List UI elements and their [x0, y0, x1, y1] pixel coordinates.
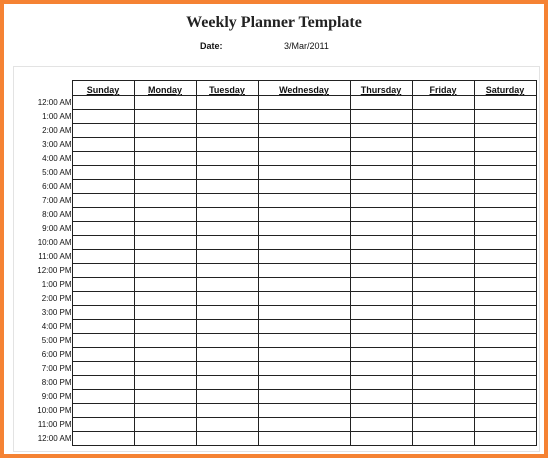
- slot-cell-tuesday[interactable]: [196, 376, 258, 390]
- time-row: [19, 236, 536, 250]
- slot-cell-wednesday[interactable]: [258, 110, 350, 124]
- slot-cell-monday[interactable]: [134, 320, 196, 334]
- time-row: [19, 390, 536, 404]
- slot-cell-friday[interactable]: [412, 362, 474, 376]
- slot-cell-sunday[interactable]: [72, 418, 134, 432]
- slot-cell-friday[interactable]: [412, 124, 474, 138]
- time-label: 4:00 AM: [42, 154, 72, 163]
- time-row: [19, 376, 536, 390]
- time-row: [19, 180, 536, 194]
- day-header-sunday: Sunday: [72, 81, 134, 96]
- slot-cell-sunday[interactable]: [72, 404, 134, 418]
- planner-grid-body: [19, 96, 536, 446]
- slot-cell-wednesday[interactable]: [258, 236, 350, 250]
- slot-cell-saturday[interactable]: [474, 390, 536, 404]
- slot-cell-thursday[interactable]: [350, 138, 412, 152]
- time-label: 2:00 PM: [41, 294, 72, 303]
- slot-cell-wednesday[interactable]: [258, 124, 350, 138]
- slot-cell-wednesday[interactable]: [258, 180, 350, 194]
- time-row: [19, 138, 536, 152]
- slot-cell-saturday[interactable]: [474, 292, 536, 306]
- slot-cell-friday[interactable]: [412, 320, 474, 334]
- slot-cell-tuesday[interactable]: [196, 152, 258, 166]
- time-row: [19, 152, 536, 166]
- time-label: 11:00 PM: [37, 420, 72, 429]
- slot-cell-monday[interactable]: [134, 306, 196, 320]
- slot-cell-thursday[interactable]: [350, 362, 412, 376]
- time-row: [19, 110, 536, 124]
- slot-cell-tuesday[interactable]: [196, 292, 258, 306]
- slot-cell-wednesday[interactable]: [258, 320, 350, 334]
- slot-cell-sunday[interactable]: [72, 208, 134, 222]
- time-row: [19, 166, 536, 180]
- time-label: 12:00 AM: [37, 98, 72, 107]
- slot-cell-monday[interactable]: [134, 362, 196, 376]
- slot-cell-thursday[interactable]: [350, 110, 412, 124]
- slot-cell-friday[interactable]: [412, 376, 474, 390]
- slot-cell-monday[interactable]: [134, 292, 196, 306]
- slot-cell-friday[interactable]: [412, 152, 474, 166]
- slot-cell-sunday[interactable]: [72, 222, 134, 236]
- slot-cell-monday[interactable]: [134, 166, 196, 180]
- time-label: 6:00 AM: [42, 182, 72, 191]
- time-label: 3:00 PM: [41, 308, 72, 317]
- slot-cell-monday[interactable]: [134, 194, 196, 208]
- slot-cell-sunday[interactable]: [72, 320, 134, 334]
- slot-cell-friday[interactable]: [412, 404, 474, 418]
- slot-cell-sunday[interactable]: [72, 236, 134, 250]
- slot-cell-saturday[interactable]: [474, 334, 536, 348]
- slot-cell-thursday[interactable]: [350, 96, 412, 110]
- day-header-monday: Monday: [134, 81, 196, 96]
- slot-cell-friday[interactable]: [412, 334, 474, 348]
- slot-cell-monday[interactable]: [134, 432, 196, 446]
- slot-cell-friday[interactable]: [412, 222, 474, 236]
- slot-cell-friday[interactable]: [412, 208, 474, 222]
- slot-cell-saturday[interactable]: [474, 306, 536, 320]
- day-header-thursday: Thursday: [350, 81, 412, 96]
- slot-cell-saturday[interactable]: [474, 362, 536, 376]
- time-row: [19, 418, 536, 432]
- slot-cell-wednesday[interactable]: [258, 432, 350, 446]
- slot-cell-friday[interactable]: [412, 138, 474, 152]
- slot-cell-tuesday[interactable]: [196, 236, 258, 250]
- slot-cell-sunday[interactable]: [72, 390, 134, 404]
- slot-cell-monday[interactable]: [134, 264, 196, 278]
- slot-cell-thursday[interactable]: [350, 348, 412, 362]
- slot-cell-sunday[interactable]: [72, 110, 134, 124]
- time-label: 8:00 AM: [42, 210, 72, 219]
- header-corner: [19, 81, 72, 96]
- slot-cell-tuesday[interactable]: [196, 418, 258, 432]
- slot-cell-tuesday[interactable]: [196, 432, 258, 446]
- slot-cell-friday[interactable]: [412, 278, 474, 292]
- time-label: 12:00 PM: [37, 266, 72, 275]
- time-row: [19, 404, 536, 418]
- slot-cell-tuesday[interactable]: [196, 306, 258, 320]
- slot-cell-saturday[interactable]: [474, 250, 536, 264]
- slot-cell-wednesday[interactable]: [258, 348, 350, 362]
- slot-cell-monday[interactable]: [134, 180, 196, 194]
- slot-cell-thursday[interactable]: [350, 334, 412, 348]
- slot-cell-friday[interactable]: [412, 194, 474, 208]
- time-row: [19, 306, 536, 320]
- slot-cell-tuesday[interactable]: [196, 222, 258, 236]
- date-label: Date:: [200, 41, 223, 51]
- slot-cell-monday[interactable]: [134, 124, 196, 138]
- slot-cell-sunday[interactable]: [72, 362, 134, 376]
- time-label: 11:00 AM: [38, 252, 72, 261]
- slot-cell-sunday[interactable]: [72, 250, 134, 264]
- time-row: [19, 292, 536, 306]
- time-row: [19, 124, 536, 138]
- slot-cell-monday[interactable]: [134, 250, 196, 264]
- slot-cell-saturday[interactable]: [474, 152, 536, 166]
- time-label: 1:00 AM: [42, 112, 72, 121]
- slot-cell-saturday[interactable]: [474, 404, 536, 418]
- time-label: 5:00 AM: [42, 168, 72, 177]
- slot-cell-sunday[interactable]: [72, 432, 134, 446]
- time-row: [19, 194, 536, 208]
- day-header-saturday: Saturday: [474, 81, 536, 96]
- time-row: [19, 362, 536, 376]
- time-label: 3:00 AM: [42, 140, 72, 149]
- slot-cell-friday[interactable]: [412, 292, 474, 306]
- slot-cell-sunday[interactable]: [72, 152, 134, 166]
- slot-cell-tuesday[interactable]: [196, 348, 258, 362]
- slot-cell-monday[interactable]: [134, 96, 196, 110]
- time-row: [19, 250, 536, 264]
- slot-cell-wednesday[interactable]: [258, 418, 350, 432]
- slot-cell-thursday[interactable]: [350, 236, 412, 250]
- slot-cell-thursday[interactable]: [350, 264, 412, 278]
- slot-cell-sunday[interactable]: [72, 180, 134, 194]
- slot-cell-sunday[interactable]: [72, 292, 134, 306]
- slot-cell-friday[interactable]: [412, 166, 474, 180]
- slot-cell-monday[interactable]: [134, 404, 196, 418]
- planner-grid: [19, 80, 537, 446]
- slot-cell-tuesday[interactable]: [196, 180, 258, 194]
- slot-cell-sunday[interactable]: [72, 264, 134, 278]
- slot-cell-tuesday[interactable]: [196, 264, 258, 278]
- slot-cell-sunday[interactable]: [72, 306, 134, 320]
- time-label: 9:00 AM: [42, 224, 72, 233]
- time-label: 12:00 AM: [37, 434, 72, 443]
- slot-cell-sunday[interactable]: [72, 96, 134, 110]
- date-value: 3/Mar/2011: [284, 41, 329, 51]
- time-label: 2:00 AM: [42, 126, 72, 135]
- slot-cell-saturday[interactable]: [474, 208, 536, 222]
- slot-cell-saturday[interactable]: [474, 320, 536, 334]
- slot-cell-saturday[interactable]: [474, 194, 536, 208]
- slot-cell-saturday[interactable]: [474, 138, 536, 152]
- slot-cell-saturday[interactable]: [474, 264, 536, 278]
- slot-cell-friday[interactable]: [412, 180, 474, 194]
- time-row: [19, 334, 536, 348]
- time-row: [19, 96, 536, 110]
- slot-cell-friday[interactable]: [412, 110, 474, 124]
- slot-cell-wednesday[interactable]: [258, 208, 350, 222]
- slot-cell-friday[interactable]: [412, 250, 474, 264]
- slot-cell-friday[interactable]: [412, 348, 474, 362]
- slot-cell-saturday[interactable]: [474, 222, 536, 236]
- slot-cell-tuesday[interactable]: [196, 362, 258, 376]
- time-label: 7:00 AM: [42, 196, 72, 205]
- slot-cell-tuesday[interactable]: [196, 138, 258, 152]
- slot-cell-wednesday[interactable]: [258, 194, 350, 208]
- page-title: Weekly Planner Template: [186, 14, 362, 31]
- slot-cell-tuesday[interactable]: [196, 208, 258, 222]
- slot-cell-tuesday[interactable]: [196, 96, 258, 110]
- slot-cell-wednesday[interactable]: [258, 292, 350, 306]
- slot-cell-monday[interactable]: [134, 222, 196, 236]
- slot-cell-tuesday[interactable]: [196, 334, 258, 348]
- slot-cell-saturday[interactable]: [474, 432, 536, 446]
- slot-cell-thursday[interactable]: [350, 166, 412, 180]
- slot-cell-wednesday[interactable]: [258, 222, 350, 236]
- time-label: 1:00 PM: [41, 280, 72, 289]
- slot-cell-wednesday[interactable]: [258, 404, 350, 418]
- slot-cell-monday[interactable]: [134, 152, 196, 166]
- slot-cell-wednesday[interactable]: [258, 390, 350, 404]
- slot-cell-saturday[interactable]: [474, 376, 536, 390]
- time-row: [19, 278, 536, 292]
- slot-cell-wednesday[interactable]: [258, 334, 350, 348]
- slot-cell-wednesday[interactable]: [258, 138, 350, 152]
- slot-cell-friday[interactable]: [412, 306, 474, 320]
- time-label: 6:00 PM: [41, 350, 72, 359]
- slot-cell-wednesday[interactable]: [258, 96, 350, 110]
- slot-cell-monday[interactable]: [134, 334, 196, 348]
- day-header-friday: Friday: [412, 81, 474, 96]
- slot-cell-thursday[interactable]: [350, 292, 412, 306]
- slot-cell-wednesday[interactable]: [258, 250, 350, 264]
- slot-cell-sunday[interactable]: [72, 348, 134, 362]
- time-row: [19, 208, 536, 222]
- day-header-tuesday: Tuesday: [196, 81, 258, 96]
- slot-cell-sunday[interactable]: [72, 376, 134, 390]
- slot-cell-thursday[interactable]: [350, 278, 412, 292]
- time-row: [19, 348, 536, 362]
- slot-cell-friday[interactable]: [412, 236, 474, 250]
- slot-cell-tuesday[interactable]: [196, 320, 258, 334]
- slot-cell-tuesday[interactable]: [196, 278, 258, 292]
- slot-cell-tuesday[interactable]: [196, 390, 258, 404]
- time-row: [19, 264, 536, 278]
- time-row: [19, 222, 536, 236]
- slot-cell-friday[interactable]: [412, 390, 474, 404]
- slot-cell-saturday[interactable]: [474, 236, 536, 250]
- time-label: 4:00 PM: [41, 322, 72, 331]
- slot-cell-tuesday[interactable]: [196, 250, 258, 264]
- slot-cell-saturday[interactable]: [474, 418, 536, 432]
- slot-cell-thursday[interactable]: [350, 222, 412, 236]
- slot-cell-saturday[interactable]: [474, 96, 536, 110]
- slot-cell-monday[interactable]: [134, 208, 196, 222]
- slot-cell-saturday[interactable]: [474, 110, 536, 124]
- slot-cell-sunday[interactable]: [72, 124, 134, 138]
- slot-cell-saturday[interactable]: [474, 278, 536, 292]
- slot-cell-thursday[interactable]: [350, 124, 412, 138]
- time-label: 8:00 PM: [41, 378, 72, 387]
- slot-cell-tuesday[interactable]: [196, 110, 258, 124]
- slot-cell-sunday[interactable]: [72, 334, 134, 348]
- day-header-row: [19, 81, 536, 96]
- slot-cell-sunday[interactable]: [72, 138, 134, 152]
- slot-cell-thursday[interactable]: [350, 376, 412, 390]
- time-row: [19, 432, 536, 446]
- slot-cell-monday[interactable]: [134, 278, 196, 292]
- slot-cell-monday[interactable]: [134, 138, 196, 152]
- slot-cell-wednesday[interactable]: [258, 362, 350, 376]
- slot-cell-thursday[interactable]: [350, 432, 412, 446]
- slot-cell-sunday[interactable]: [72, 278, 134, 292]
- slot-cell-thursday[interactable]: [350, 180, 412, 194]
- slot-cell-wednesday[interactable]: [258, 264, 350, 278]
- time-label: 7:00 PM: [41, 364, 72, 373]
- slot-cell-monday[interactable]: [134, 418, 196, 432]
- slot-cell-thursday[interactable]: [350, 250, 412, 264]
- slot-cell-thursday[interactable]: [350, 306, 412, 320]
- slot-cell-thursday[interactable]: [350, 194, 412, 208]
- slot-cell-thursday[interactable]: [350, 390, 412, 404]
- slot-cell-friday[interactable]: [412, 96, 474, 110]
- time-label: 10:00 PM: [37, 406, 72, 415]
- slot-cell-tuesday[interactable]: [196, 194, 258, 208]
- slot-cell-friday[interactable]: [412, 418, 474, 432]
- slot-cell-monday[interactable]: [134, 348, 196, 362]
- slot-cell-tuesday[interactable]: [196, 404, 258, 418]
- slot-cell-wednesday[interactable]: [258, 306, 350, 320]
- slot-cell-saturday[interactable]: [474, 180, 536, 194]
- time-label: 5:00 PM: [41, 336, 72, 345]
- slot-cell-thursday[interactable]: [350, 320, 412, 334]
- slot-cell-monday[interactable]: [134, 236, 196, 250]
- slot-cell-thursday[interactable]: [350, 418, 412, 432]
- slot-cell-monday[interactable]: [134, 110, 196, 124]
- time-row: [19, 320, 536, 334]
- slot-cell-sunday[interactable]: [72, 194, 134, 208]
- slot-cell-monday[interactable]: [134, 376, 196, 390]
- slot-cell-thursday[interactable]: [350, 208, 412, 222]
- slot-cell-saturday[interactable]: [474, 124, 536, 138]
- slot-cell-tuesday[interactable]: [196, 166, 258, 180]
- slot-cell-wednesday[interactable]: [258, 166, 350, 180]
- time-label: 10:00 AM: [37, 238, 72, 247]
- slot-cell-sunday[interactable]: [72, 166, 134, 180]
- slot-cell-wednesday[interactable]: [258, 152, 350, 166]
- slot-cell-saturday[interactable]: [474, 166, 536, 180]
- slot-cell-tuesday[interactable]: [196, 124, 258, 138]
- slot-cell-saturday[interactable]: [474, 348, 536, 362]
- slot-cell-monday[interactable]: [134, 390, 196, 404]
- slot-cell-wednesday[interactable]: [258, 376, 350, 390]
- day-header-wednesday: Wednesday: [258, 81, 350, 96]
- time-label: 9:00 PM: [41, 392, 72, 401]
- slot-cell-thursday[interactable]: [350, 404, 412, 418]
- slot-cell-wednesday[interactable]: [258, 278, 350, 292]
- slot-cell-friday[interactable]: [412, 432, 474, 446]
- slot-cell-thursday[interactable]: [350, 152, 412, 166]
- slot-cell-friday[interactable]: [412, 264, 474, 278]
